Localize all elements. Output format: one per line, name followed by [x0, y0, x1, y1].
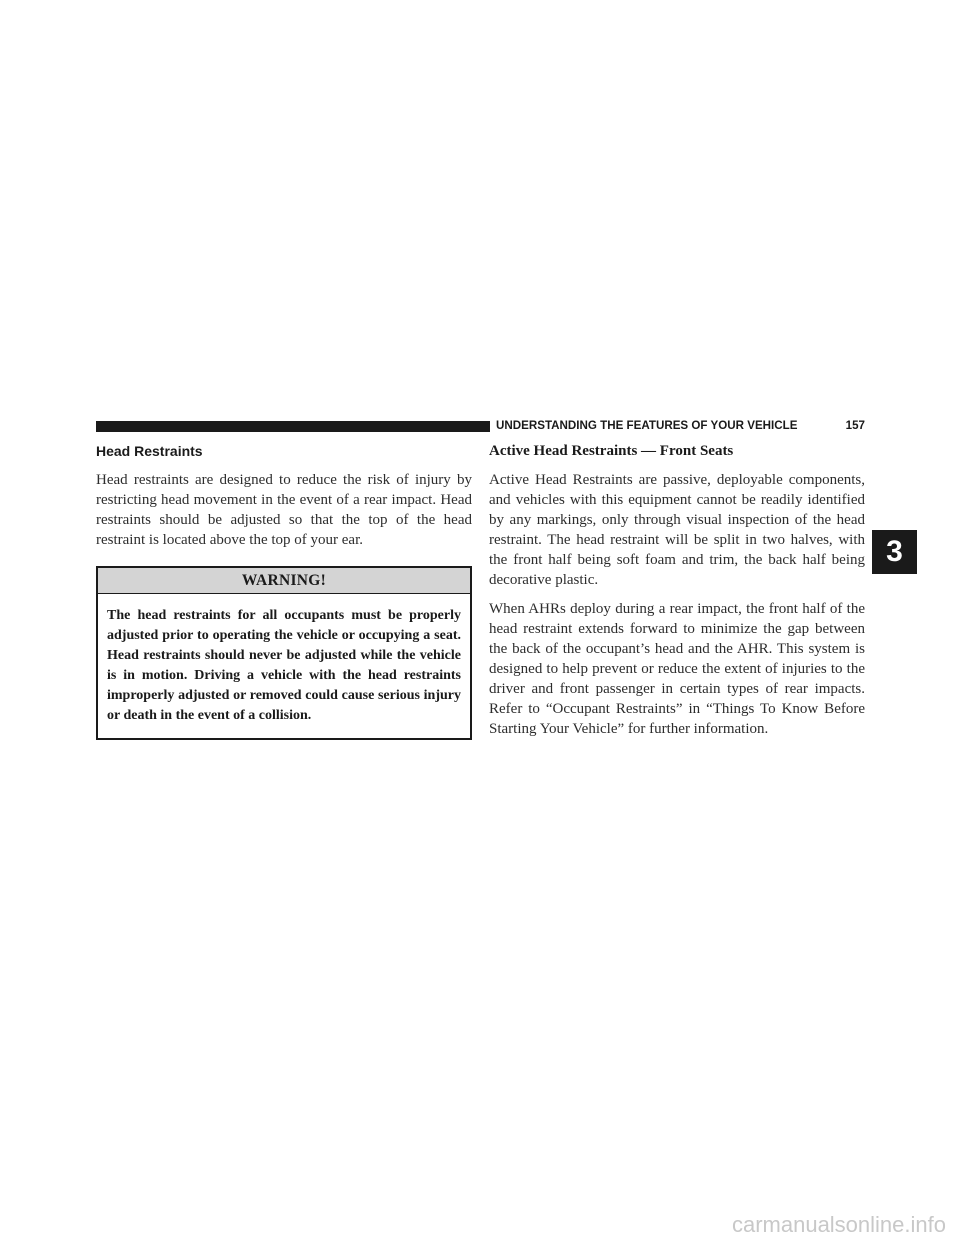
section-heading-active-head-restraints: Active Head Restraints — Front Seats — [489, 443, 734, 459]
running-head — [496, 419, 865, 433]
warning-text: The head restraints for all occupants must be properly adjusted prior to operating the vehicle or occupying a seat. Head restraints should never be adjusted while the vehicle is in motion. Driving a vehicle with the head restraints improperly adjusted or removed could cause serious injury or death in the event of a collision. — [107, 608, 461, 723]
warning-title: WARNING! — [98, 568, 470, 594]
header-rule — [96, 421, 490, 432]
ahr-paragraph-2: When AHRs deploy during a rear impact, the front half of the head restraint extends forward to minimize the gap between the back of the occupant’s head and the AHR. This system is designed to help prevent or reduce the extent of injuries to the driver and front passenger in certain types of rear impacts. Refer to “Occupant Restraints” in “Things To Know Before Starting Your Vehicle” for further information. — [489, 601, 865, 737]
warning-box — [96, 566, 472, 740]
page-number: 157 — [845, 419, 865, 432]
right-column — [489, 442, 865, 739]
chapter-tab: 3 — [872, 530, 917, 574]
left-column — [96, 442, 472, 740]
running-title: UNDERSTANDING THE FEATURES OF YOUR VEHICLE — [496, 419, 798, 432]
section-heading-head-restraints: Head Restraints — [96, 443, 203, 459]
ahr-paragraph-1: Active Head Restraints are passive, deployable components, and vehicles with this equipment cannot be readily identified by any markings, only through visual inspection of the head restraint. The head restraint will be split in two halves, with the front half being soft foam and trim, the back half being decorative plastic. — [489, 472, 865, 588]
watermark[interactable]: carmanualsonline.info — [731, 1212, 946, 1237]
head-restraints-paragraph: Head restraints are designed to reduce the risk of injury by restricting head movement in the event of a rear impact. Head restraints should be adjusted so that the top of the head restraint is located above the top of your ear. — [96, 472, 472, 548]
